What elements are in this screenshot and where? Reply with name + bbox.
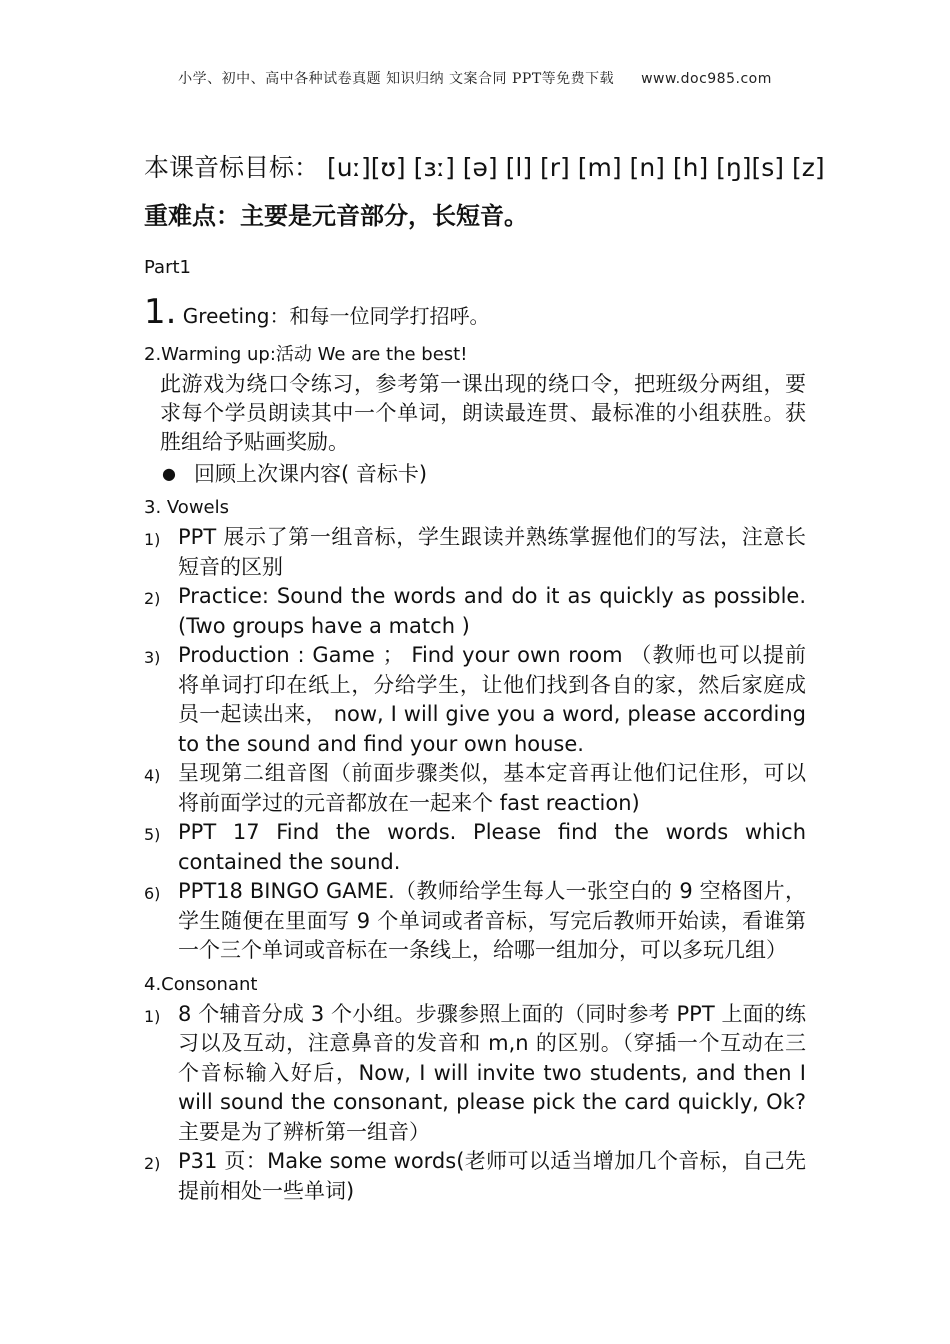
- warming-up-description: 此游戏为绕口令练习，参考第一课出现的绕口令，把班级分两组，要求每个学员朗读其中一个单词，朗读最连贯、最标准的小组获胜。获胜组给予贴画奖励。: [160, 372, 806, 454]
- header-url[interactable]: www.doc985.com: [641, 71, 772, 87]
- step-number: 3): [144, 648, 161, 667]
- document-body: [144, 150, 825, 1206]
- step-text: PPT18 BINGO GAME.（教师给学生每人一张空白的 9 空格图片，学生随便在里面写 9 个单词或者音标，写完后教师开始读，看谁第一个三个单词或音标在一条线上，给哪一组加分，可以多玩几组）: [178, 879, 806, 962]
- list-item: [144, 641, 806, 759]
- step-text: PPT 17 Find the words. Please find the words which contained the sound.: [178, 820, 806, 874]
- step-text: PPT 展示了第一组音标，学生跟读并熟练掌握他们的写法，注意长短音的区别: [178, 525, 806, 579]
- greeting-number: 1.: [144, 292, 177, 332]
- review-bullet: [162, 459, 806, 489]
- lesson-objective: 本课音标目标： [uː][ʊ] [ɜː] [ə] [l] [r] [m] [n] [h] [ŋ][s] [z]: [144, 153, 825, 182]
- step-number: 4): [144, 766, 161, 785]
- part-label: Part1: [144, 257, 191, 278]
- list-item: [144, 877, 806, 966]
- step-number: 5): [144, 825, 161, 844]
- step-text: P31 页：Make some words(老师可以适当增加几个音标，自己先提前相处一些单词): [178, 1149, 806, 1203]
- greeting-text: Greeting：和每一位同学打招呼。: [176, 304, 490, 328]
- key-points: 重难点：主要是元音部分，长短音。: [144, 202, 528, 230]
- step-text: Practice: Sound the words and do it as quickly as possible. (Two groups have a match ): [178, 584, 806, 638]
- consonant-steps: [144, 1000, 806, 1207]
- consonant-title: 4.Consonant: [144, 973, 258, 995]
- step-text: Production : Game ； Find your own room （教师也可以提前将单词打印在纸上，分给学生，让他们找到各自的家，然后家庭成员一起读出来， now, I will give you a word, please according to the sound and find your own house.: [178, 643, 806, 756]
- vowels-title: 3. Vowels: [144, 497, 229, 518]
- review-bullet-text: 回顾上次课内容( 音标卡): [194, 462, 428, 486]
- page-header: [0, 68, 950, 88]
- bullet-icon: ●: [162, 464, 176, 483]
- list-item: [144, 759, 806, 818]
- step-text: 呈现第二组音图（前面步骤类似，基本定音再让他们记住形，可以将前面学过的元音都放在一起来个 fast reaction): [178, 761, 806, 815]
- step-number: 2): [144, 1154, 161, 1173]
- list-item: [144, 523, 806, 582]
- list-item: [144, 818, 806, 877]
- step-number: 6): [144, 884, 161, 903]
- greeting-section: [144, 292, 806, 336]
- vowels-steps: [144, 523, 806, 966]
- header-text: 小学、初中、高中各种试卷真题 知识归纳 文案合同 PPT等免费下载: [178, 71, 615, 87]
- step-number: 2): [144, 589, 161, 608]
- step-number: 1): [144, 1006, 161, 1026]
- step-number: 1): [144, 530, 161, 549]
- list-item: [144, 582, 806, 641]
- list-item: [144, 1147, 806, 1206]
- step-text: 8 个辅音分成 3 个小组。步骤参照上面的（同时参考 PPT 上面的练习以及互动，注意鼻音的发音和 m,n 的区别。（穿插一个互动在三个音标输入好后，Now, I will invite two students, and then I will sound the consonant, please pick the card quickly, Ok?主要是为了辨析第一组音）: [178, 1001, 806, 1144]
- warming-up-title: 2.Warming up:活动 We are the best!: [144, 344, 468, 365]
- list-item: [144, 1000, 806, 1148]
